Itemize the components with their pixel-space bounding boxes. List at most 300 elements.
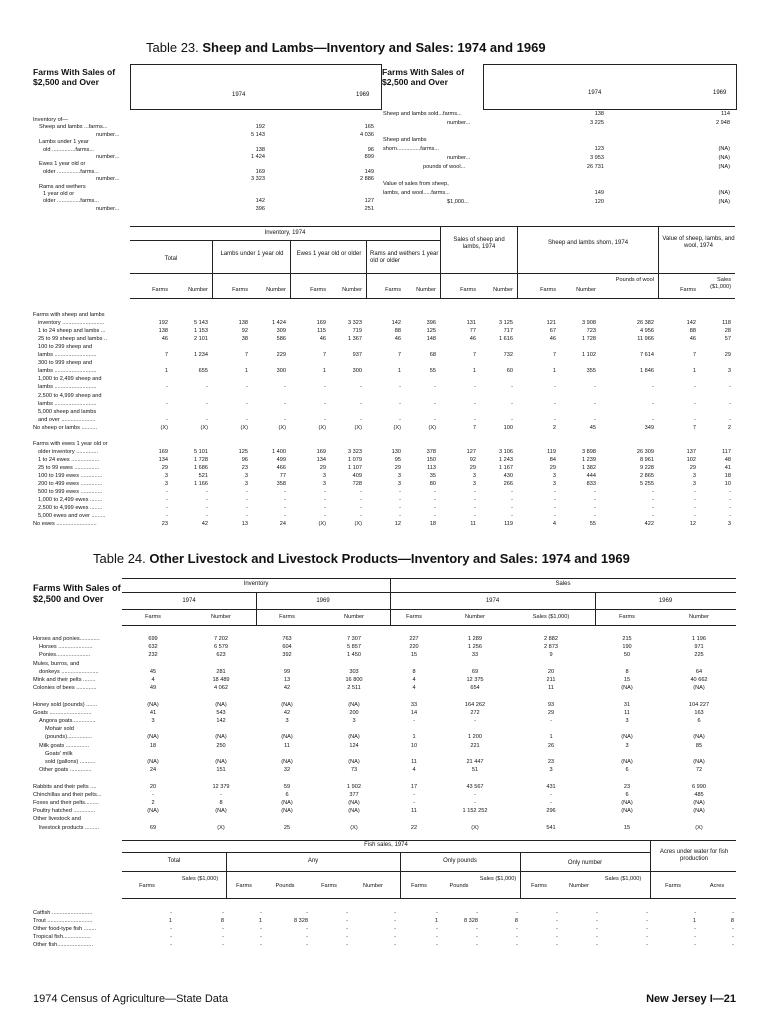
- fish-cell: -: [394, 910, 396, 916]
- t24-cell: 163: [694, 709, 704, 716]
- grid-cell: 1 234: [194, 352, 208, 359]
- grid-col-number: Number: [576, 287, 596, 293]
- t24-row-label: (pounds)................: [45, 734, 92, 741]
- fish-cell: 1: [258, 918, 262, 924]
- sale-row-label: lambs, and wool.....farms...: [383, 190, 450, 197]
- grid-cell: -: [246, 400, 248, 407]
- fish-cell: -: [732, 926, 734, 932]
- grid-cell: 84: [549, 456, 556, 463]
- t24-cell: 93: [547, 701, 555, 708]
- sale-row-label: shorn...............farms...: [383, 146, 439, 153]
- sale-row-1969: (NA): [718, 146, 730, 153]
- grid-cell: 1 846: [640, 368, 654, 375]
- inv-row-label: Ewes 1 year old or: [39, 161, 86, 168]
- t23-grid-subline: [130, 273, 735, 274]
- t24-cell: 142: [216, 718, 226, 724]
- t24-cell: 9: [549, 652, 553, 659]
- fish-cell: -: [346, 934, 348, 940]
- fish-col-header: Sales ($1,000): [479, 876, 517, 882]
- grid-cell: -: [729, 416, 731, 423]
- inv-row-1969: 4 036: [360, 131, 374, 138]
- t24-cell: 1 200: [468, 734, 482, 741]
- t24-row-label: Ponies......................: [39, 652, 91, 659]
- grid-cell: 77: [469, 328, 476, 335]
- t24-col-header: Farms: [619, 614, 635, 620]
- fish-topline: [122, 840, 736, 841]
- grid-cell: -: [729, 384, 731, 391]
- grid-cell: -: [652, 497, 654, 504]
- grid-cell: -: [694, 505, 696, 512]
- t24-row-label: Goats ...........................: [33, 709, 92, 716]
- inv-row-1974: 5 143: [251, 131, 265, 138]
- fish-cell: 8 328: [464, 918, 478, 924]
- grid-cell: 60: [506, 368, 513, 375]
- grid-cell: 92: [469, 456, 476, 463]
- grid-cell: 57: [724, 336, 731, 343]
- grid-cell: 466: [276, 464, 286, 471]
- t24-cell: 20: [149, 783, 157, 790]
- fish-cell: 8: [730, 918, 734, 924]
- grid-cell: 1 166: [194, 481, 208, 488]
- grid-cell: 1 107: [348, 464, 362, 471]
- t24-col-header: Number: [689, 614, 709, 620]
- t24-cell: (NA): [348, 734, 360, 741]
- t24-cell: (NA): [348, 800, 360, 806]
- grid-cell: 100: [503, 424, 513, 431]
- grid-cell: 349: [644, 424, 654, 431]
- grid-cell: 3 898: [582, 448, 596, 455]
- inv-row-1969: 149: [364, 168, 374, 175]
- grid-cell: -: [206, 505, 208, 512]
- grid-cell: 1 686: [194, 464, 208, 471]
- grid-cell: -: [399, 400, 401, 407]
- grid-col-farms: Farms: [540, 287, 556, 293]
- fish-cell: 1: [168, 918, 172, 924]
- grid-cell: 3: [322, 481, 326, 488]
- t23-r-1974: 1974: [588, 90, 602, 96]
- t24-cell: 18 489: [212, 677, 230, 683]
- grid-cell: 26 309: [636, 448, 654, 455]
- grid-cell: -: [434, 505, 436, 512]
- grid-row-label: 1 to 24 ewes ..................: [38, 456, 100, 463]
- t24-cell: 1 289: [468, 636, 482, 642]
- fish-cell: -: [556, 910, 558, 916]
- t24-row-label: Horses and ponies.............: [33, 636, 100, 642]
- grid-cell: -: [166, 505, 168, 512]
- fish-cell: -: [476, 934, 478, 940]
- t24-cell: 69: [471, 668, 479, 675]
- t24-cell: 541: [546, 824, 556, 831]
- grid-cell: -: [474, 513, 476, 520]
- fish-cell: -: [346, 910, 348, 916]
- grid-cell: -: [246, 416, 248, 423]
- grid-cell: 3: [244, 481, 248, 488]
- inv-row-1974: 138: [255, 146, 265, 153]
- grid-row-label: Farms with ewes 1 year old or: [33, 440, 108, 447]
- fish-colline: [122, 871, 736, 872]
- grid-cell: -: [594, 505, 596, 512]
- grid-cell: -: [694, 400, 696, 407]
- fish-any: Any: [307, 858, 319, 864]
- t24-cell: 3: [549, 767, 553, 774]
- grid-cell: 1 382: [582, 464, 596, 471]
- t24-row-label: donkeys ........................: [39, 668, 99, 675]
- sale-row-1969: (NA): [718, 155, 730, 161]
- t24-row-label: Rabbits and their pelts ....: [33, 783, 97, 790]
- grid-cell: 95: [394, 456, 401, 463]
- t24-h-inventory: Inventory: [243, 581, 269, 587]
- grid-cell: 46: [469, 336, 476, 343]
- fish-col-header: Farms: [321, 883, 337, 889]
- grid-cell: 92: [241, 328, 248, 335]
- grid-cell: 169: [316, 320, 326, 327]
- t24-cell: 1 196: [692, 636, 706, 642]
- t24-cell: 85: [695, 742, 703, 749]
- grid-row-label: older inventory ..............: [38, 448, 99, 455]
- t24-cell: 42: [283, 685, 291, 692]
- t24-cell: 6: [285, 791, 289, 798]
- grid-cell: 18: [724, 473, 731, 479]
- inv-row-1969: 165: [364, 124, 374, 131]
- fish-cell: -: [646, 918, 648, 924]
- grid-cell: 1 728: [582, 336, 596, 343]
- t23-h-ewes: Ewes 1 year old or older: [296, 251, 362, 257]
- grid-col-number: Number: [188, 287, 208, 293]
- fish-cell: -: [694, 934, 696, 940]
- grid-cell: 119: [547, 448, 556, 455]
- t24-cell: -: [550, 791, 552, 798]
- fish-cell: -: [556, 934, 558, 940]
- t24-row-label: livestock products .........: [39, 824, 99, 831]
- fish-cell: -: [646, 942, 648, 948]
- t24-cell: 654: [470, 685, 480, 692]
- grid-cell: 24: [279, 521, 286, 528]
- grid-cell: 134: [316, 456, 326, 463]
- fish-cell: -: [516, 934, 518, 940]
- grid-cell: 29: [689, 464, 696, 471]
- t24-cell: 25: [283, 824, 291, 831]
- t24-cell: 23: [623, 783, 631, 790]
- grid-cell: 117: [722, 448, 731, 455]
- grid-cell: -: [399, 505, 401, 512]
- grid-cell: -: [474, 400, 476, 407]
- grid-row-label: 25 to 99 ewes ................: [38, 464, 100, 471]
- t24-label: Table 24.: [93, 551, 146, 566]
- grid-cell: -: [206, 416, 208, 423]
- grid-cell: 88: [394, 328, 401, 335]
- grid-cell: -: [206, 384, 208, 391]
- grid-cell: 717: [503, 328, 513, 335]
- t24-colline: [122, 625, 736, 626]
- fish-cell: -: [596, 942, 598, 948]
- grid-cell: -: [360, 513, 362, 520]
- grid-col-farms: Farms: [232, 287, 248, 293]
- fish-cell: -: [346, 942, 348, 948]
- grid-cell: -: [474, 489, 476, 496]
- grid-cell: 3 908: [582, 320, 596, 327]
- grid-cell: -: [360, 384, 362, 391]
- grid-cell: -: [652, 384, 654, 391]
- t24-cell: 971: [694, 644, 704, 651]
- grid-cell: -: [324, 384, 326, 391]
- grid-cell: -: [554, 513, 556, 520]
- t24-yearline: [122, 592, 736, 593]
- grid-cell: -: [166, 384, 168, 391]
- t24-cell: 3: [625, 742, 629, 749]
- inv-row-label: number...: [96, 205, 120, 212]
- grid-cell: 3: [397, 481, 401, 488]
- grid-row-label: 5,000 ewes and over .........: [38, 513, 106, 520]
- grid-cell: 309: [276, 328, 286, 335]
- grid-cell: 142: [391, 320, 401, 327]
- t24-cell: -: [152, 791, 154, 798]
- grid-cell: (X): [354, 424, 362, 431]
- grid-cell: 169: [316, 448, 326, 455]
- grid-row-label: Farms with sheep and lambs: [33, 312, 105, 318]
- inv-row-label: 1 year old or: [43, 191, 75, 197]
- t24-cell: 73: [350, 767, 358, 774]
- grid-cell: 96: [241, 456, 248, 463]
- grid-row-label: 1,000 to 2,499 sheep and: [38, 376, 102, 383]
- t24-cell: 7 202: [214, 636, 228, 642]
- grid-cell: 12: [394, 521, 401, 528]
- grid-cell: -: [511, 497, 513, 504]
- grid-cell: 3: [164, 473, 168, 479]
- fish-cell: -: [596, 918, 598, 924]
- fish-cell: -: [476, 926, 478, 932]
- t24-cell: -: [550, 718, 552, 724]
- fish-cell: -: [646, 910, 648, 916]
- grid-cell: -: [399, 513, 401, 520]
- inv-row-label: older ...............farms...: [43, 168, 99, 175]
- grid-cell: 113: [427, 464, 436, 471]
- t24-cell: 32: [283, 767, 291, 774]
- grid-cell: 7: [322, 352, 326, 359]
- fish-head: Fish sales, 1974: [364, 842, 408, 848]
- inv-row-1974: 192: [255, 124, 265, 131]
- t24-cell: 3: [285, 718, 289, 724]
- fish-cell: -: [516, 926, 518, 932]
- t24-cell: 23: [547, 759, 555, 765]
- fish-cell: -: [516, 942, 518, 948]
- grid-cell: 102: [686, 456, 696, 463]
- fish-bottomline: [122, 898, 736, 899]
- t24-cell: 10: [410, 742, 418, 749]
- grid-cell: 1 616: [499, 336, 513, 343]
- fish-cell: 8 328: [294, 918, 308, 924]
- grid-cell: -: [594, 416, 596, 423]
- t24-cell: (X): [217, 824, 225, 831]
- grid-cell: 29: [724, 352, 731, 359]
- t23-label: Table 23.: [146, 40, 199, 55]
- grid-cell: 266: [503, 481, 513, 488]
- fish-cell: -: [394, 934, 396, 940]
- grid-cell: 396: [426, 320, 436, 327]
- grid-cell: -: [434, 416, 436, 423]
- grid-row-label: No sheep or lambs ..........: [33, 424, 98, 431]
- grid-cell: -: [206, 400, 208, 407]
- t24-cell: -: [474, 800, 476, 806]
- grid-cell: 10: [724, 481, 731, 488]
- grid-col-farms: Farms: [460, 287, 476, 293]
- t24-cell: 11: [411, 759, 417, 765]
- grid-cell: -: [284, 416, 286, 423]
- fish-cell: -: [260, 910, 262, 916]
- grid-cell: 655: [198, 368, 208, 375]
- grid-row-label: 25 to 99 sheep and lambs ..: [38, 336, 108, 343]
- t24-cell: (NA): [621, 808, 633, 815]
- grid-cell: 3: [322, 473, 326, 479]
- grid-cell: 7 614: [640, 352, 654, 359]
- footer-source: 1974 Census of Agriculture—State Data: [33, 993, 229, 1005]
- sale-row-1974: 3 953: [590, 155, 604, 161]
- grid-cell: 1 239: [582, 456, 596, 463]
- sale-row-label: pounds of wool...: [423, 163, 466, 170]
- sale-row-1974: 120: [594, 199, 604, 205]
- fish-cell: -: [436, 942, 438, 948]
- t24-h-sal-1974: 1974: [485, 598, 500, 604]
- t23-grid-bottomline: [130, 298, 735, 299]
- inv-row-1969: 96: [367, 146, 374, 153]
- t24-cell: 4: [412, 767, 416, 774]
- t23-h-rams: Rams and wethers 1 year old or older: [370, 251, 439, 264]
- fish-cell: -: [556, 926, 558, 932]
- t24-cell: 104 227: [688, 701, 710, 708]
- grid-cell: 3: [472, 473, 476, 479]
- grid-cell: -: [652, 400, 654, 407]
- grid-col-number: Number: [266, 287, 286, 293]
- fish-acres-head: Acres under water for fish production: [659, 849, 729, 862]
- grid-cell: 118: [722, 320, 731, 327]
- grid-cell: -: [324, 400, 326, 407]
- sale-row-1974: 3 225: [590, 119, 604, 126]
- t24-row-label: Foxes and their pelts.........: [33, 800, 99, 806]
- t24-cell: 33: [471, 652, 479, 659]
- grid-row-label: 2,500 to 4,999 sheep and: [38, 392, 102, 399]
- grid-cell: 29: [161, 464, 168, 471]
- grid-row-label: 500 to 999 ewes ..............: [38, 489, 103, 496]
- grid-cell: -: [652, 505, 654, 512]
- t23-top-left-box: [130, 64, 382, 110]
- t24-cell: 15: [410, 652, 418, 659]
- grid-cell: 3: [552, 481, 556, 488]
- grid-col-number: Number: [416, 287, 436, 293]
- fish-cell: -: [222, 942, 224, 948]
- t24-cell: 42: [283, 709, 291, 716]
- sale-row-1969: (NA): [718, 199, 730, 205]
- grid-cell: 29: [469, 464, 476, 471]
- t24-cell: 4 062: [214, 685, 228, 692]
- fish-cell: 8: [220, 918, 224, 924]
- grid-cell: -: [324, 489, 326, 496]
- t24-cell: 200: [349, 709, 359, 716]
- t24-cell: 1: [412, 734, 416, 741]
- t24-cell: 41: [149, 709, 157, 716]
- grid-cell: 3 125: [499, 320, 513, 327]
- fish-cell: -: [646, 934, 648, 940]
- grid-cell: -: [284, 513, 286, 520]
- grid-cell: 46: [161, 336, 168, 343]
- grid-cell: -: [360, 497, 362, 504]
- t24-cell: 6: [625, 791, 629, 798]
- grid-row-label: lambs ...........................: [38, 368, 97, 375]
- grid-cell: -: [729, 497, 731, 504]
- t24-cell: 45: [149, 668, 157, 675]
- grid-cell: -: [511, 505, 513, 512]
- t23-grid-topline: [130, 226, 735, 227]
- grid-cell: 9 228: [640, 464, 654, 471]
- fish-cell: -: [346, 926, 348, 932]
- grid-cell: 833: [586, 481, 596, 488]
- grid-cell: 3: [727, 368, 731, 375]
- inv-row-label: Sheep and lambs ...farms...: [39, 124, 108, 131]
- t24-cell: (NA): [281, 808, 293, 815]
- t24-cell: 431: [546, 783, 556, 790]
- t24-col-header: Number: [344, 614, 364, 620]
- grid-cell: 4 956: [640, 328, 654, 335]
- grid-cell: 378: [426, 448, 436, 455]
- grid-cell: (X): [428, 424, 436, 431]
- t24-row-label: sold (gallons) ..........: [45, 759, 96, 765]
- grid-cell: (X): [278, 424, 286, 431]
- t24-cell: (NA): [621, 734, 633, 741]
- sale-row-1969: 2 948: [716, 119, 730, 126]
- fish-row-label: Trout .............................: [33, 918, 93, 924]
- grid-cell: 1 400: [272, 448, 286, 455]
- grid-cell: -: [246, 497, 248, 504]
- grid-cell: 119: [504, 521, 513, 528]
- grid-cell: -: [284, 384, 286, 391]
- fish-cell: -: [516, 910, 518, 916]
- grid-cell: 1: [692, 368, 696, 375]
- grid-cell: 46: [319, 336, 326, 343]
- grid-cell: 88: [689, 328, 696, 335]
- grid-col-farms: Farms: [680, 287, 696, 293]
- t24-cell: 4: [151, 677, 155, 683]
- t24-cell: 12 375: [466, 677, 484, 683]
- t24-cell: 51: [471, 767, 479, 774]
- fish-col-header: Pounds: [275, 883, 295, 889]
- sale-row-1974: 138: [594, 111, 604, 117]
- fish-cell: -: [394, 926, 396, 932]
- fish-subline: [122, 852, 650, 853]
- fish-col-header: Pounds: [449, 883, 469, 889]
- inv-row-1969: 251: [364, 205, 374, 212]
- grid-cell: 355: [586, 368, 596, 375]
- t24-cell: 225: [694, 652, 704, 659]
- t24-cell: 1 450: [347, 652, 361, 659]
- fish-col-header: Number: [569, 883, 589, 889]
- grid-cell: -: [652, 489, 654, 496]
- fish-total: Total: [167, 858, 181, 864]
- grid-cell: -: [729, 489, 731, 496]
- t24-cell: (NA): [621, 759, 633, 765]
- grid-cell: -: [399, 384, 401, 391]
- inv-row-1969: 2 886: [360, 176, 374, 183]
- t24-cell: -: [413, 791, 415, 798]
- t24-row-label: Angora goats...............: [39, 718, 96, 724]
- sale-row-label: number...: [447, 155, 471, 161]
- grid-cell: 2: [552, 424, 556, 431]
- t24-left-head: Farms With Sales of $2,500 and Over: [33, 583, 121, 604]
- sale-row-label: $1,000...: [447, 199, 469, 205]
- grid-cell: -: [360, 416, 362, 423]
- fish-cell: -: [170, 934, 172, 940]
- fish-col-header: Farms: [665, 883, 681, 889]
- grid-cell: 1 102: [582, 352, 596, 359]
- grid-cell: -: [511, 400, 513, 407]
- fish-row-label: Tropical fish..................: [33, 934, 91, 940]
